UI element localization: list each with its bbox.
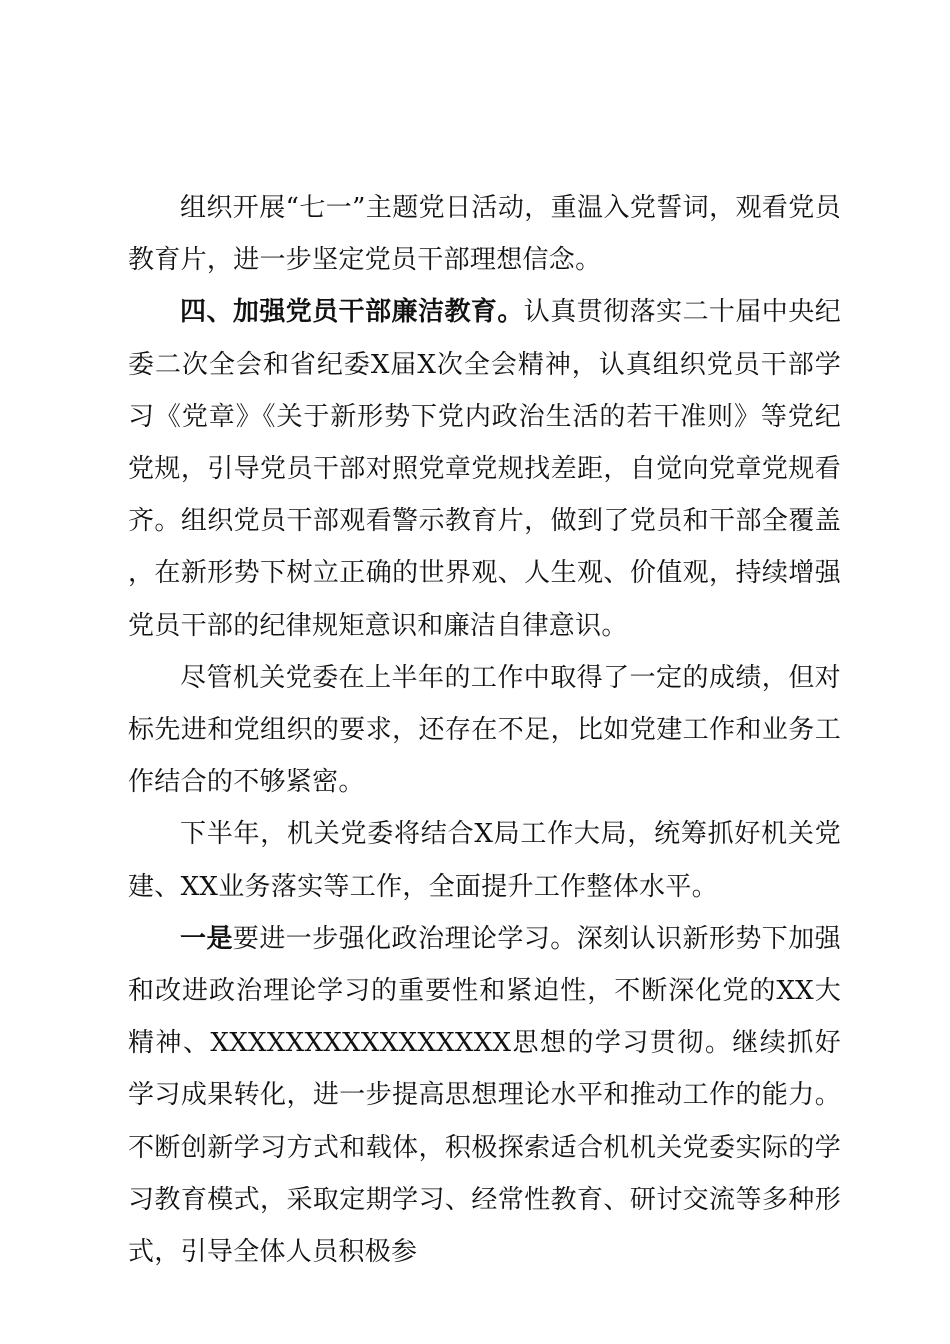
paragraph-1-text: 组织开展“七一”主题党日活动，重温入党誓词，观看党员教育片，进一步坚定党员干部理想信念。 xyxy=(128,193,841,276)
document-body xyxy=(128,182,841,1278)
paragraph-2-text: 认真贯彻落实二十届中央纪委二次全会和省纪委X届X次全会精神，认真组织党员干部学习《党章》《关于新形势下党内政治生活的若干准则》等党纪党规，引导党员干部对照党章党规找差距，自觉向党章党规看齐。组织党员干部观看警示教育片，做到了党员和干部全覆盖，在新形势下树立正确的世界观、人生观、价值观，持续增强党员干部的纪律规矩意识和廉洁自律意识。 xyxy=(128,297,841,641)
paragraph-3-text: 尽管机关党委在上半年的工作中取得了一定的成绩，但对标先进和党组织的要求，还存在不足，比如党建工作和业务工作结合的不够紧密。 xyxy=(128,662,841,798)
paragraph-5-text: 要进一步强化政治理论学习。深刻认识新形势下加强和改进政治理论学习的重要性和紧迫性，不断深化党的XX大精神、XXXXXXXXXXXXXXXX思想的学习贯彻。继续抓好学习成果转化，进一步提高思想理论水平和推动工作的能力。不断创新学习方式和载体，积极探索适合机机关党委实际的学习教育模式，采取定期学习、经常性教育、研讨交流等多种形式，引导全体人员积极参 xyxy=(128,923,841,1268)
paragraph-2 xyxy=(128,286,841,651)
paragraph-4-text: 下半年，机关党委将结合X局工作大局，统筹抓好机关党建、XX业务落实等工作，全面提升工作整体水平。 xyxy=(128,819,841,902)
paragraph-5 xyxy=(128,913,841,1278)
paragraph-5-lead: 一是 xyxy=(180,923,233,954)
paragraph-2-heading: 四、加强党员干部廉洁教育。 xyxy=(180,297,524,328)
paragraph-3 xyxy=(128,652,841,809)
paragraph-4 xyxy=(128,808,841,912)
paragraph-1 xyxy=(128,182,841,286)
